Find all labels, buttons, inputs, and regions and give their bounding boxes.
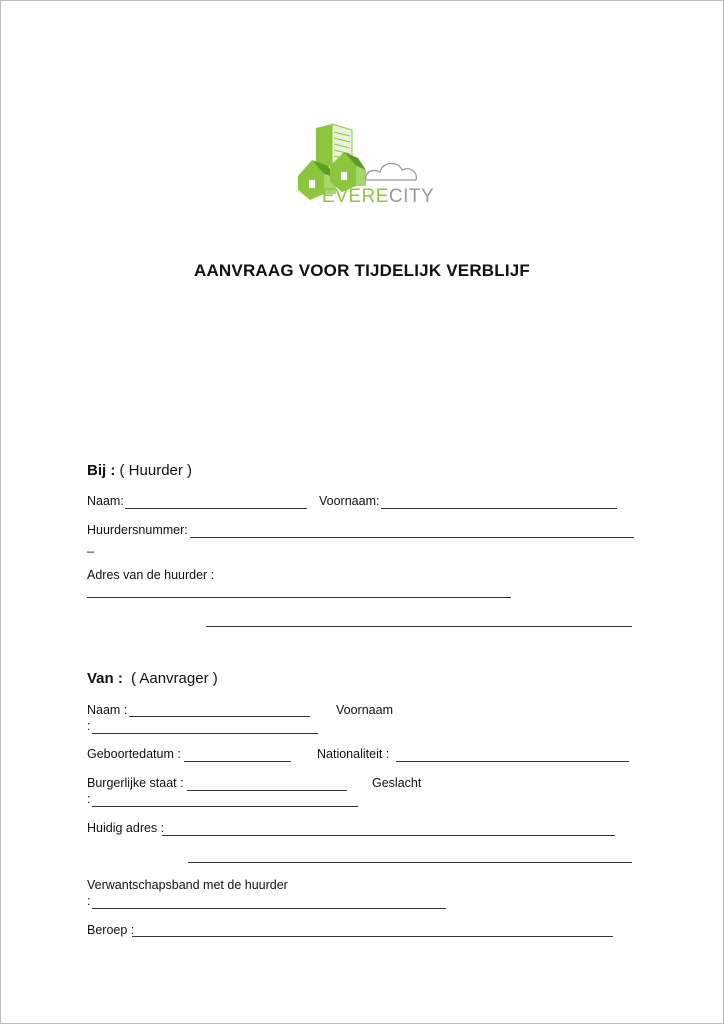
van-sublabel: ( Aanvrager ) [131,670,218,687]
van-voornaam-colon: : [87,719,91,733]
bij-sublabel: ( Huurder ) [119,462,193,479]
van-geslacht-label: Geslacht [372,776,422,790]
bij-voornaam-label: Voornaam: [319,494,380,508]
bij-huurdersnummer-label: Huurdersnummer: [87,523,188,537]
van-burgerlijke-staat-label: Burgerlijke staat : [87,776,184,790]
van-naam-label: Naam : [87,703,128,717]
bij-adres-field-1[interactable] [87,597,511,598]
section-bij-heading [87,462,192,479]
van-geboortedatum-field[interactable] [184,761,291,762]
bij-naam-label: Naam: [87,494,124,508]
van-verwantschap-field[interactable] [92,908,446,909]
bij-label: Bij : [87,462,116,479]
section-van-heading [87,670,218,687]
van-voornaam-label: Voornaam [336,703,393,717]
van-geboortedatum-label: Geboortedatum : [87,747,181,761]
bij-voornaam-field[interactable] [381,508,617,509]
bij-adres-field-2[interactable] [206,626,632,627]
van-huidig-adres-label: Huidig adres : [87,821,165,835]
bij-adres-label: Adres van de huurder : [87,568,215,582]
logo-wordmark [322,186,434,208]
bij-huurdersnummer-wrap: _ [87,539,94,553]
van-burgerlijke-staat-field[interactable] [187,790,347,791]
van-beroep-field[interactable] [132,936,613,937]
document-title: AANVRAAG VOOR TIJDELIJK VERBLIJF [193,261,531,280]
van-beroep-label: Beroep : [87,923,135,937]
van-voornaam-field[interactable] [92,733,318,734]
van-verwantschap-colon: : [87,894,91,908]
van-label: Van : [87,670,123,687]
van-geslacht-field[interactable] [92,806,358,807]
van-huidig-adres-field-2[interactable] [188,862,632,863]
bij-huurdersnummer-field[interactable] [190,537,634,538]
van-nationaliteit-field[interactable] [396,761,629,762]
van-huidig-adres-field-1[interactable] [162,835,615,836]
logo-text-grey: CITY [388,186,435,207]
van-geslacht-colon: : [87,792,91,806]
logo-text-green: EVERE [322,186,389,207]
van-naam-field[interactable] [129,716,310,717]
van-nationaliteit-label: Nationaliteit : [317,747,390,761]
van-verwantschap-label: Verwantschapsband met de huurder [87,878,288,892]
bij-naam-field[interactable] [125,508,307,509]
